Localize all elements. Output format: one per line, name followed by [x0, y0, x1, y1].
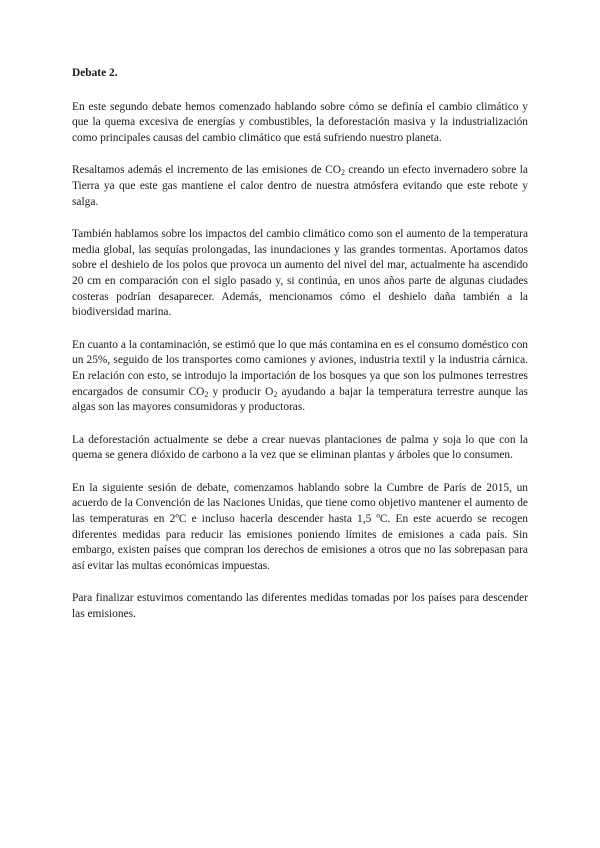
paragraph-2-part-2: creando un efecto invernadero sobre la Tierra ya que este gas mantiene el calor dentro de nuestra atmósfera evitando que este rebote y salga.	[72, 164, 528, 208]
paragraph-3: También hablamos sobre los impactos del cambio climático como son el aumento de la temperatura media global, las sequías prolongadas, las inundaciones y las grandes tormentas. Aportamos datos sobre el deshielo de los polos que provoca un aumento del nivel del mar, actualmente ha ascendido 20 cm en comparación con el siglo pasado y, si continúa, en unos años parte de algunas ciudades costeras podrían desaparecer. Además, mencionamos cómo el deshielo daña también a la biodiversidad marina.	[72, 228, 528, 319]
paragraph-5: La deforestación actualmente se debe a crear nuevas plantaciones de palma y soja lo que con la quema se genera dióxido de carbono a la vez que se eliminan plantas y árboles que lo consumen.	[72, 433, 528, 462]
document-page	[72, 66, 528, 640]
paragraph-2-part-1: Resaltamos además el incremento de las emisiones de CO	[72, 164, 341, 177]
paragraph-1: En este segundo debate hemos comenzado hablando sobre cómo se definía el cambio climático y que la quema excesiva de energías y combustibles, la deforestación masiva y la industrialización como principales causas del cambio climático que está sufriendo nuestro planeta.	[72, 100, 528, 144]
document-title: Debate 2.	[72, 67, 118, 79]
o2-subscript: 2	[273, 389, 278, 399]
paragraph-2	[72, 163, 528, 210]
paragraph-4-part-2: y producir O	[208, 385, 274, 398]
paragraph-4-part-3: ayudando a bajar la temperatura terrestre aunque las algas son las mayores consumidoras y productoras.	[72, 385, 528, 414]
paragraph-4-part-1: En cuanto a la contaminación, se estimó que lo que más contamina en es el consumo doméstico con un 25%, seguido de los transportes como camiones y aviones, industria textil y la industria cárnica. En relación con esto, se introdujo la importación de los bosques ya que son los pulmones terrestres encargados de consumir CO	[72, 338, 528, 398]
co2-subscript: 2	[340, 168, 345, 178]
co2-subscript: 2	[204, 389, 209, 399]
paragraph-4	[72, 338, 528, 416]
paragraph-6: En la siguiente sesión de debate, comenzamos hablando sobre la Cumbre de París de 2015, un acuerdo de la Convención de las Naciones Unidas, que tiene como objetivo mantener el aumento de las temperaturas en 2ºC e incluso hacerla descender hasta 1,5 ºC. En este acuerdo se recogen diferentes medidas para reducir las emisiones poniendo límites de emisiones a cada país. Sin embargo, existen países que compran los derechos de emisiones a otros que no las sobrepasan para así evitar las multas económicas impuestas.	[72, 481, 528, 572]
paragraph-7: Para finalizar estuvimos comentando las diferentes medidas tomadas por los países para descender las emisiones.	[72, 592, 528, 621]
